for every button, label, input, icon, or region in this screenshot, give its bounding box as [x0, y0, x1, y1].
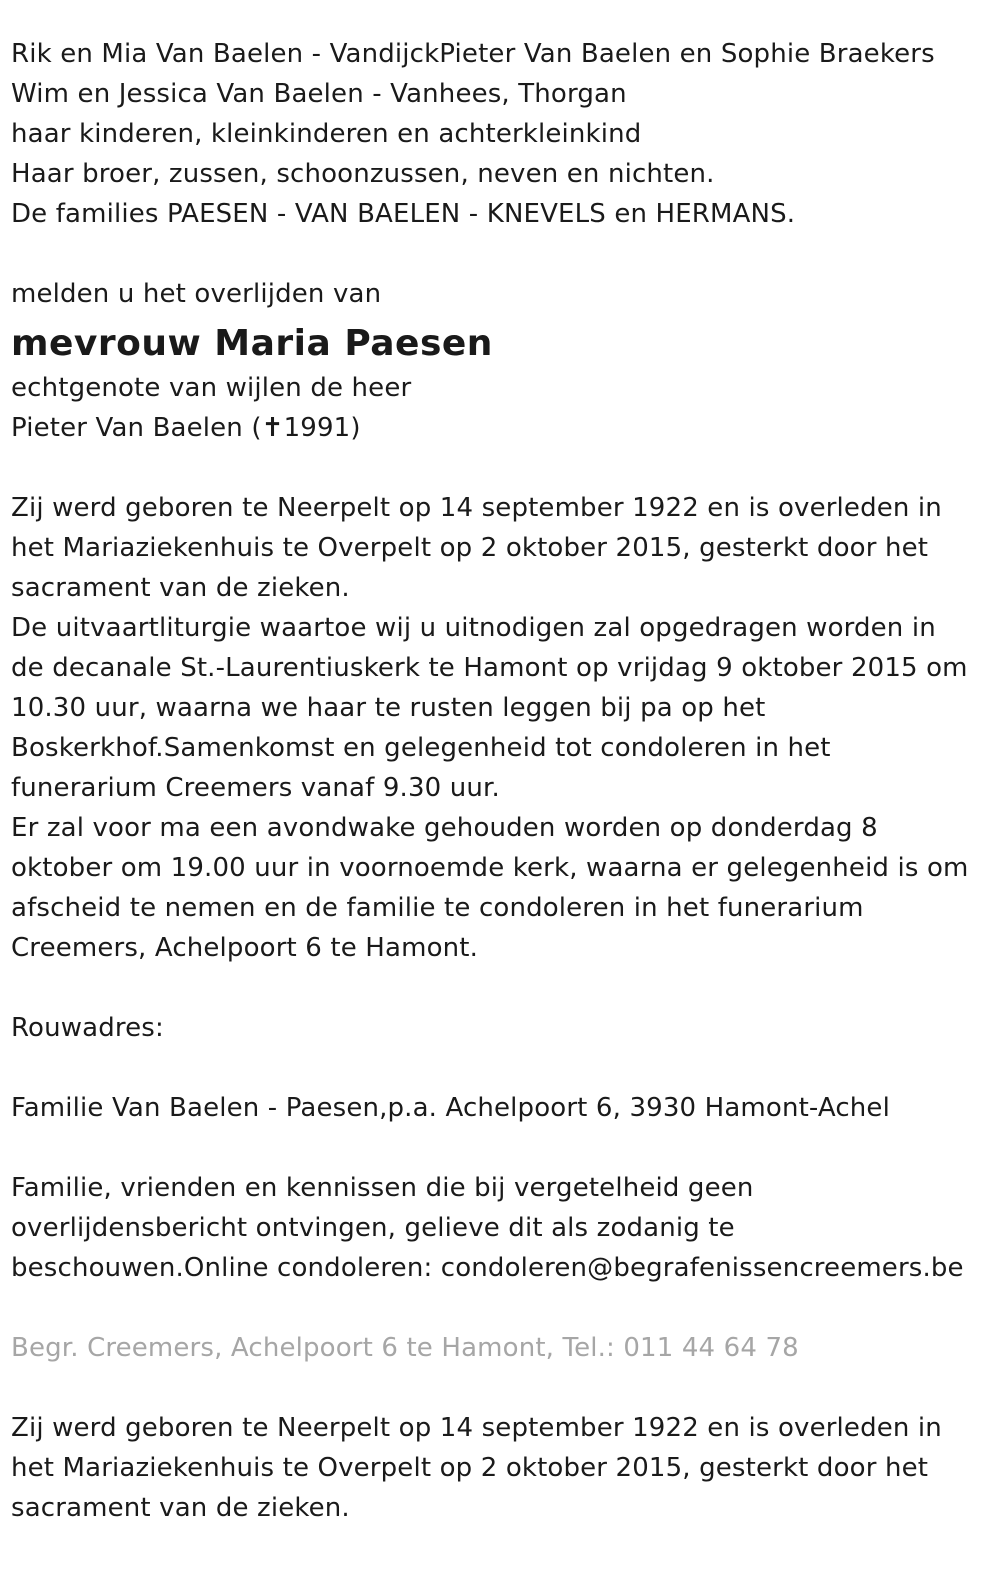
spacer	[11, 1368, 1000, 1408]
detail-line: 10.30 uur, waarna we haar te rusten leggen bij pa op het	[11, 693, 766, 723]
detail-line: funerarium Creemers vanaf 9.30 uur.	[11, 773, 500, 803]
detail-line: De uitvaartliturgie waartoe wij u uitnodigen zal opgedragen worden in	[11, 613, 936, 643]
detail-line: sacrament van de zieken.	[11, 573, 350, 603]
families-block	[11, 34, 1000, 234]
spacer	[11, 1288, 1000, 1328]
notice-line: overlijdensbericht ontvingen, gelieve dit als zodanig te	[11, 1213, 735, 1243]
detail-line: Zij werd geboren te Neerpelt op 14 september 1922 en is overleden in	[11, 493, 942, 523]
spacer	[11, 234, 1000, 274]
notice-prefix: beschouwen.Online condoleren:	[11, 1253, 441, 1283]
detail-line: Creemers, Achelpoort 6 te Hamont.	[11, 933, 479, 963]
address-value: Familie Van Baelen - Paesen,p.a. Achelpoort 6, 3930 Hamont-Achel	[11, 1093, 890, 1123]
detail-line: de decanale St.-Laurentiuskerk te Hamont op vrijdag 9 oktober 2015 om	[11, 653, 968, 683]
deceased-name: mevrouw Maria Paesen	[11, 323, 493, 364]
detail-line: het Mariaziekenhuis te Overpelt op 2 oktober 2015, gesterkt door het	[11, 1453, 929, 1483]
spacer	[11, 1048, 1000, 1088]
detail-line: oktober om 19.00 uur in voornoemde kerk, waarna er gelegenheid is om	[11, 853, 969, 883]
detail-line: Er zal voor ma een avondwake gehouden worden op donderdag 8	[11, 813, 878, 843]
family-line: haar kinderen, kleinkinderen en achterkleinkind	[11, 119, 642, 149]
detail-line: afscheid te nemen en de familie te condoleren in het funerarium	[11, 893, 864, 923]
detail-line: Boskerkhof.Samenkomst en gelegenheid tot condoleren in het	[11, 733, 831, 763]
funeral-details	[11, 488, 1000, 968]
spouse-line: echtgenote van wijlen de heer	[11, 373, 412, 403]
family-line: Haar broer, zussen, schoonzussen, neven en nichten.	[11, 159, 715, 189]
family-line: Wim en Jessica Van Baelen - Vanhees, Thorgan	[11, 79, 627, 109]
family-line: De families PAESEN - VAN BAELEN - KNEVELS en HERMANS.	[11, 199, 796, 229]
repeat-details	[11, 1408, 1000, 1528]
undertaker-footer: Begr. Creemers, Achelpoort 6 te Hamont, Tel.: 011 44 64 78	[11, 1333, 799, 1363]
detail-line: het Mariaziekenhuis te Overpelt op 2 oktober 2015, gesterkt door het	[11, 533, 929, 563]
notice-line	[11, 1248, 1000, 1288]
family-line: Rik en Mia Van Baelen - VandijckPieter Van Baelen en Sophie Braekers	[11, 39, 935, 69]
condolence-email: condoleren@begrafenissencreemers.be	[440, 1253, 964, 1283]
detail-line: sacrament van de zieken.	[11, 1493, 350, 1523]
spacer	[11, 1128, 1000, 1168]
spacer	[11, 448, 1000, 488]
notice-block	[11, 1168, 1000, 1288]
notice-line: Familie, vrienden en kennissen die bij vergetelheid geen	[11, 1173, 754, 1203]
announcement-text: melden u het overlijden van	[11, 279, 382, 309]
spacer	[11, 968, 1000, 1008]
address-label: Rouwadres:	[11, 1013, 164, 1043]
detail-line: Zij werd geboren te Neerpelt op 14 september 1922 en is overleden in	[11, 1413, 942, 1443]
spouse-name-line: Pieter Van Baelen (✝1991)	[11, 413, 361, 443]
